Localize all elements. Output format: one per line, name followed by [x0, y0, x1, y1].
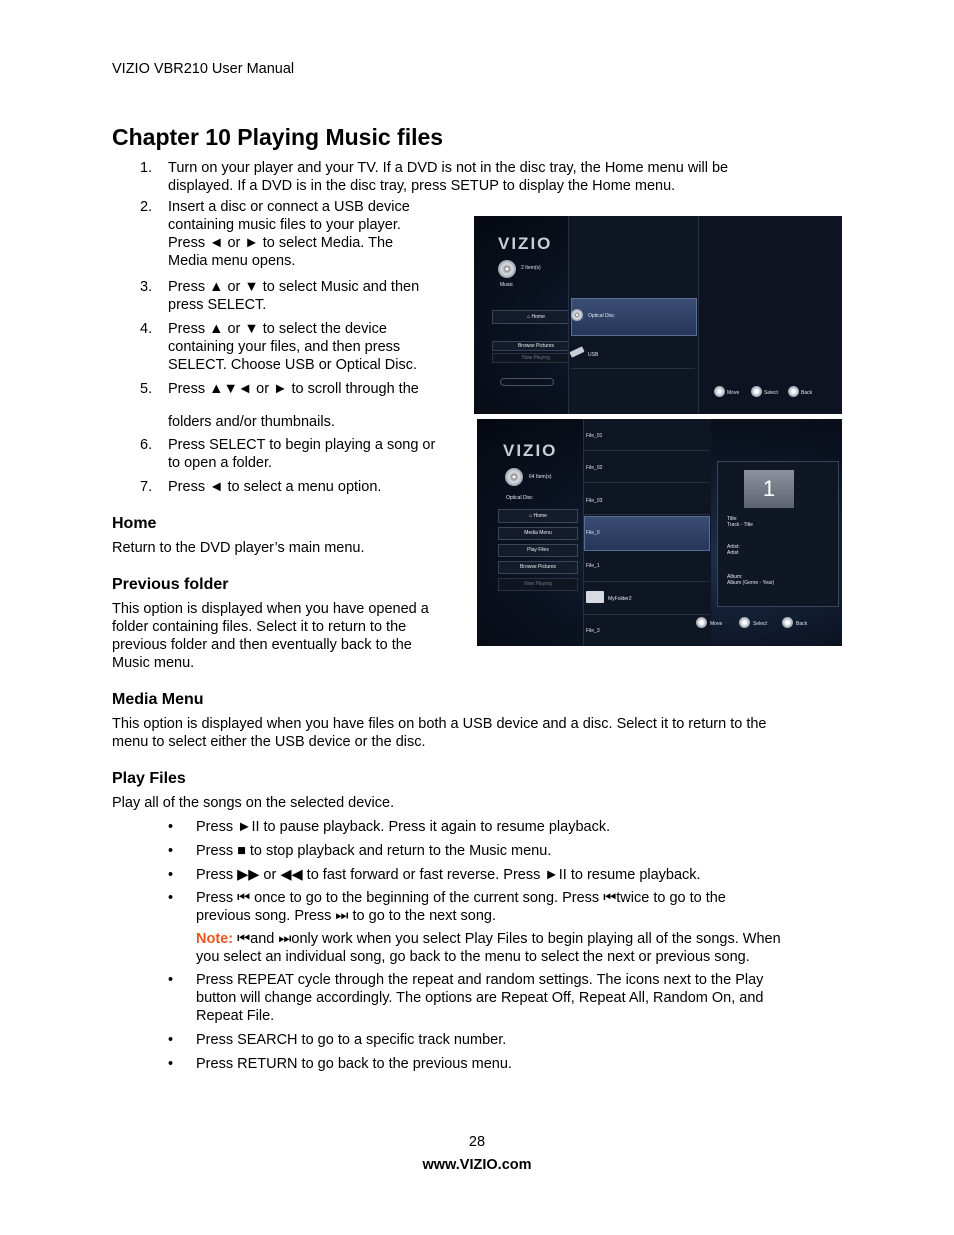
file-row[interactable]	[584, 419, 710, 451]
running-header: VIZIO VBR210 User Manual	[112, 61, 295, 77]
menu-home-2[interactable]: ⌂ Home	[498, 509, 578, 523]
file-label: File_1	[586, 563, 600, 569]
info-artist-label: Artist:	[727, 544, 740, 550]
section-media-menu-title: Media Menu	[112, 691, 204, 708]
file-row[interactable]	[584, 550, 710, 582]
section-play-files-text: Play all of the songs on the selected device.	[112, 795, 395, 811]
hint-move-2: Move	[710, 621, 723, 627]
info-title-label: Title:	[727, 516, 738, 522]
file-row[interactable]	[584, 451, 710, 483]
preview-panel	[698, 216, 842, 414]
home-icon-2: ⌂	[529, 513, 533, 519]
section-previous-folder-title: Previous folder	[112, 576, 229, 593]
file-label: File_02	[586, 465, 603, 471]
file-list-panel	[583, 419, 711, 646]
item-count: 2 Item(s)	[521, 265, 541, 271]
vizio-logo-2: VIZIO	[503, 441, 558, 460]
menu-play-files[interactable]: Play Files	[498, 544, 578, 557]
hint-select: Select	[764, 390, 778, 396]
hint-back: Back	[801, 390, 813, 396]
file-label: File_01	[586, 433, 603, 439]
info-album-label: Album:	[727, 574, 743, 580]
category-label-2: Optical Disc	[506, 495, 533, 501]
menu-now-playing-2[interactable]: Now Playing	[498, 578, 578, 591]
menu-browse-pictures-2[interactable]: Browse Pictures	[498, 561, 578, 574]
info-album-value: Album (Genre - Year)	[727, 580, 775, 586]
section-home-title: Home	[112, 515, 157, 532]
section-play-files-title: Play Files	[112, 770, 186, 787]
select-button-icon-2	[739, 617, 750, 628]
section-previous-folder-text: This option is displayed when you have opened a folder containing files. Select it to return to the previous folder and then eventually back to the Music menu.	[112, 601, 429, 671]
chapter-title: Chapter 10 Playing Music files	[112, 124, 444, 150]
vizio-logo: VIZIO	[498, 234, 553, 253]
file-row[interactable]	[584, 615, 710, 646]
select-button-icon	[751, 386, 762, 397]
device-usb-label: USB	[588, 352, 599, 358]
move-button-icon-2	[696, 617, 707, 628]
category-label: Music	[500, 282, 514, 288]
info-title-value: Track - Title	[727, 522, 753, 528]
scroll-bar[interactable]	[500, 378, 554, 386]
back-button-icon	[788, 386, 799, 397]
file-label: File_0	[586, 530, 600, 536]
hint-select-2: Select	[753, 621, 767, 627]
section-media-menu-text: This option is displayed when you have files on both a USB device and a disc. Select it to return to the menu to select either the USB device or the disc.	[112, 716, 767, 750]
menu-now-playing[interactable]: Now Playing	[492, 353, 580, 363]
device-optical-label: Optical Disc	[588, 313, 615, 319]
menu-media-menu[interactable]: Media Menu	[498, 527, 578, 540]
music-disc-icon-2	[505, 468, 523, 486]
menu-browse-pictures[interactable]: Browse Pictures	[492, 341, 580, 351]
file-label: File_03	[586, 498, 603, 504]
folder-label: MyFolder2	[608, 596, 632, 602]
move-button-icon	[714, 386, 725, 397]
back-button-icon-2	[782, 617, 793, 628]
file-row[interactable]	[584, 483, 710, 515]
home-icon: ⌂	[527, 314, 531, 320]
music-disc-icon	[498, 260, 516, 278]
item-count-2: 64 Item(s)	[529, 474, 552, 480]
screenshot-file-browser	[477, 419, 842, 646]
page-number: 28	[468, 1134, 486, 1150]
optical-disc-icon	[571, 309, 583, 321]
screenshot-music-device-menu	[474, 216, 842, 414]
hint-back-2: Back	[796, 621, 808, 627]
section-home-text: Return to the DVD player’s main menu.	[112, 540, 365, 556]
hint-move: Move	[727, 390, 740, 396]
footer-url[interactable]: www.VIZIO.com	[422, 1157, 532, 1173]
file-label: File_3	[586, 628, 600, 634]
file-row-selected[interactable]	[584, 516, 710, 551]
folder-icon	[586, 591, 604, 603]
note-label: Note:	[196, 931, 234, 947]
menu-home[interactable]: ⌂ Home	[492, 310, 580, 324]
info-artist-value: Artist	[727, 550, 739, 556]
thumbnail: 1	[744, 470, 794, 508]
